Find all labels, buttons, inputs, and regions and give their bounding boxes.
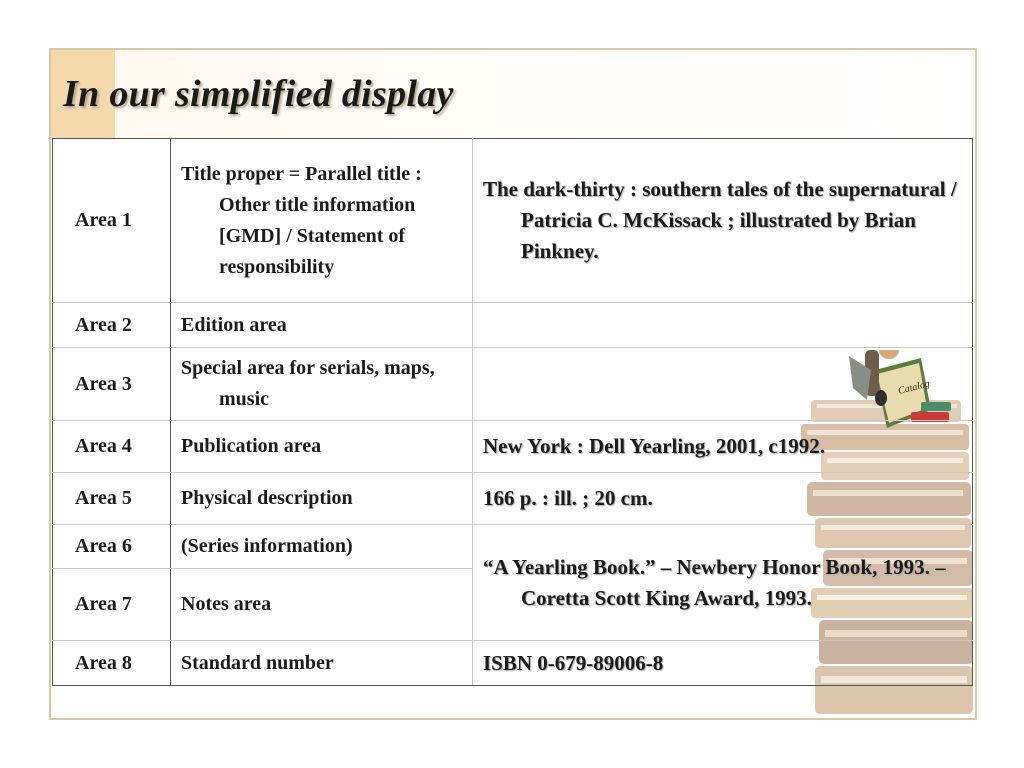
area-cell: Area 1 bbox=[53, 139, 171, 303]
area-cell: Area 6 bbox=[53, 525, 171, 569]
area-cell: Area 2 bbox=[53, 303, 171, 348]
area-cell: Area 7 bbox=[53, 569, 171, 641]
table-row bbox=[53, 473, 973, 525]
area-example: 166 p. : ill. ; 20 cm. bbox=[483, 486, 653, 510]
area-description: Physical description bbox=[181, 487, 353, 509]
area-description: Notes area bbox=[181, 593, 272, 615]
area-example: The dark-thirty : southern tales of the supernatural / Patricia C. McKissack ; illustrated by Brian Pinkney. bbox=[483, 177, 957, 263]
area-example: ISBN 0-679-89006-8 bbox=[483, 650, 664, 675]
table-row bbox=[53, 303, 973, 348]
area-cell: Area 8 bbox=[53, 641, 171, 686]
catalog-book-label: Catalog bbox=[897, 378, 932, 397]
area-description: Edition area bbox=[181, 313, 287, 336]
table-row bbox=[53, 139, 973, 303]
title-bar bbox=[51, 50, 975, 138]
area-cell: Area 4 bbox=[53, 421, 171, 473]
area-description: Standard number bbox=[181, 651, 334, 674]
area-description: (Series information) bbox=[181, 535, 353, 557]
area-description: Special area for serials, maps, music bbox=[181, 357, 435, 410]
table-row bbox=[53, 348, 973, 421]
area-description: Title proper = Parallel title : Other title information [GMD] / Statement of responsibility bbox=[181, 162, 422, 278]
area-cell: Area 3 bbox=[53, 348, 171, 421]
slide bbox=[49, 48, 977, 720]
table-row bbox=[53, 641, 973, 686]
table-row bbox=[53, 421, 973, 473]
area-cell: Area 5 bbox=[53, 473, 171, 525]
area-description: Publication area bbox=[181, 435, 322, 457]
area-example: “A Yearling Book.” – Newbery Honor Book, 1993. – Coretta Scott King Award, 1993. bbox=[483, 554, 946, 610]
table-row bbox=[53, 525, 973, 569]
isbd-areas-table bbox=[52, 138, 973, 686]
slide-title: In our simplified display bbox=[63, 73, 454, 115]
area-example: New York : Dell Yearling, 2001, c1992. bbox=[483, 434, 825, 458]
